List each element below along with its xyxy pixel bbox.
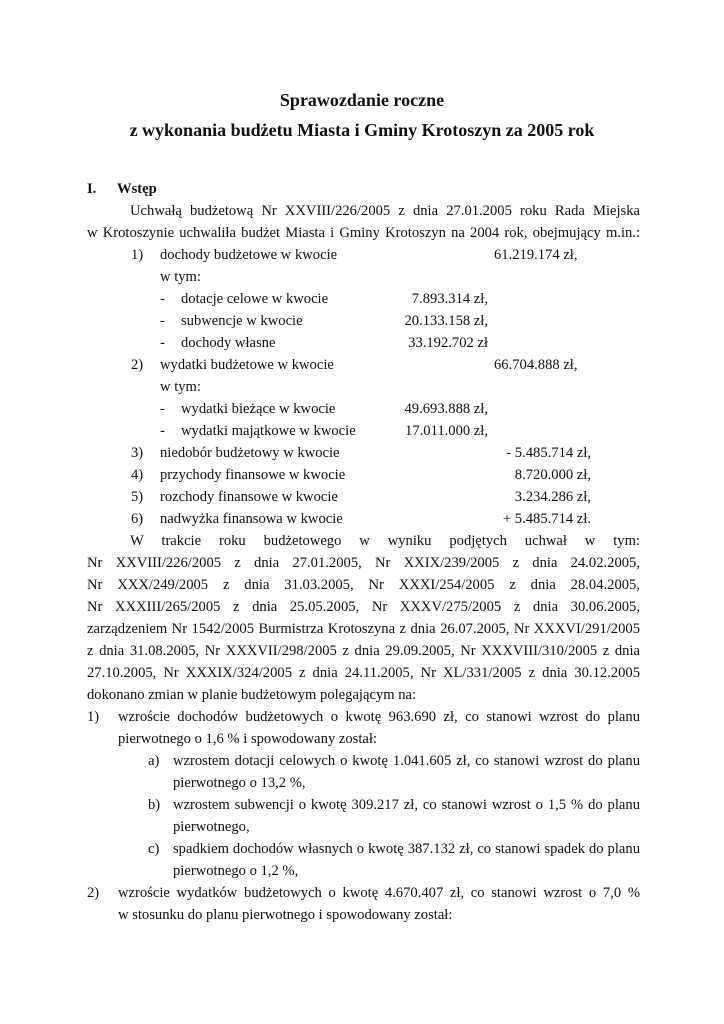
changes-paragraph-line: dokonano zmian w planie budżetowym polegającym na: xyxy=(87,687,417,703)
income-sub-value: 33.192.702 zł xyxy=(408,335,488,351)
change-sub-letter: b) xyxy=(148,797,161,813)
income-in-which: w tym: xyxy=(160,269,201,285)
budget-item-label: nadwyżka finansowa w kwocie xyxy=(160,511,343,527)
budget-item-number: 4) xyxy=(131,467,144,483)
section-number: I. xyxy=(87,181,97,197)
page-subtitle: z wykonania budżetu Miasta i Gminy Krotoszyn za 2005 rok xyxy=(129,120,595,140)
changes-paragraph-line: Nr XXX/249/2005 z dnia 31.03.2005, Nr XXXI/254/2005 z dnia 28.04.2005, xyxy=(87,577,640,593)
expenses-total: 66.704.888 zł, xyxy=(494,357,578,373)
expenses-label: wydatki budżetowe w kwocie xyxy=(160,357,334,373)
change-sub-letter: c) xyxy=(148,841,160,857)
change-sub-line: pierwotnego o 1,2 %, xyxy=(173,863,299,879)
changes-paragraph-line: Nr XXXIII/265/2005 z dnia 25.05.2005, Nr XXXV/275/2005 z dnia 30.06.2005, xyxy=(87,599,640,615)
income-sub-label: subwencje w kwocie xyxy=(181,313,303,329)
section-heading: Wstęp xyxy=(117,181,157,197)
expenses-sub-label: wydatki bieżące w kwocie xyxy=(181,401,336,417)
income-sub-label: dochody własne xyxy=(181,335,276,351)
change-sub-line: wzrostem subwencji o kwotę 309.217 zł, co stanowi wzrost o 1,5 % do planu xyxy=(173,797,640,813)
change-item-number: 2) xyxy=(87,885,100,901)
change-item-line: wzroście dochodów budżetowych o kwotę 963.690 zł, co stanowi wzrost do planu xyxy=(118,709,640,725)
income-label: dochody budżetowe w kwocie xyxy=(160,247,338,263)
change-item-line: pierwotnego o 1,6 % i spowodowany został: xyxy=(118,731,377,747)
change-sub-letter: a) xyxy=(148,753,160,769)
income-sub-label: dotacje celowe w kwocie xyxy=(181,291,329,307)
intro-line-1: Uchwałą budżetową Nr XXVIII/226/2005 z dnia 27.01.2005 roku Rada Miejska xyxy=(130,203,640,219)
budget-item-label: przychody finansowe w kwocie xyxy=(160,467,346,483)
budget-item-label: niedobór budżetowy w kwocie xyxy=(160,445,340,461)
expenses-number: 2) xyxy=(131,357,144,373)
budget-item-number: 5) xyxy=(131,489,144,505)
income-number: 1) xyxy=(131,247,144,263)
income-sub-value: 7.893.314 zł, xyxy=(411,291,488,307)
changes-paragraph-line: Nr XXVIII/226/2005 z dnia 27.01.2005, Nr XXIX/239/2005 z dnia 24.02.2005, xyxy=(87,555,640,571)
budget-item-value: - 5.485.714 zł, xyxy=(506,445,591,461)
change-sub-line: pierwotnego, xyxy=(173,819,250,835)
changes-paragraph-line: W trakcie roku budżetowego w wyniku podjętych uchwał w tym: xyxy=(130,533,640,549)
budget-item-number: 3) xyxy=(131,445,144,461)
income-sub-dash: - xyxy=(160,291,165,307)
budget-item-value: + 5.485.714 zł. xyxy=(502,511,591,527)
changes-paragraph-line: 27.10.2005, Nr XXXIX/324/2005 z dnia 24.11.2005, Nr XL/331/2005 z dnia 30.12.2005 xyxy=(87,665,640,681)
page-title: Sprawozdanie roczne xyxy=(279,90,445,110)
change-item-line: w stosunku do planu pierwotnego i spowodowany został: xyxy=(118,907,453,923)
income-total: 61.219.174 zł, xyxy=(494,247,578,263)
change-item-number: 1) xyxy=(87,709,100,725)
expenses-sub-value: 17.011.000 zł, xyxy=(405,423,488,439)
expenses-sub-dash: - xyxy=(160,423,165,439)
income-sub-dash: - xyxy=(160,335,165,351)
income-sub-dash: - xyxy=(160,313,165,329)
change-item-line: wzroście wydatków budżetowych o kwotę 4.670.407 zł, co stanowi wzrost o 7,0 % xyxy=(118,885,640,901)
expenses-sub-value: 49.693.888 zł, xyxy=(404,401,488,417)
expenses-in-which: w tym: xyxy=(160,379,201,395)
changes-paragraph-line: z dnia 31.08.2005, Nr XXXVII/298/2005 z dnia 29.09.2005, Nr XXXVIII/310/2005 z dnia xyxy=(87,643,640,659)
income-sub-value: 20.133.158 zł, xyxy=(404,313,488,329)
budget-item-number: 6) xyxy=(131,511,144,527)
expenses-sub-label: wydatki majątkowe w kwocie xyxy=(181,423,356,439)
budget-item-label: rozchody finansowe w kwocie xyxy=(160,489,338,505)
change-sub-line: pierwotnego o 13,2 %, xyxy=(173,775,306,791)
changes-paragraph-line: zarządzeniem Nr 1542/2005 Burmistrza Krotoszyna z dnia 26.07.2005, Nr XXXVI/291/2005 xyxy=(87,621,640,637)
change-sub-line: spadkiem dochodów własnych o kwotę 387.132 zł, co stanowi spadek do planu xyxy=(173,841,640,857)
budget-item-value: 8.720.000 zł, xyxy=(514,467,591,483)
budget-item-value: 3.234.286 zł, xyxy=(514,489,591,505)
intro-line-2: w Krotoszynie uchwaliła budżet Miasta i Gminy Krotoszyn na 2004 rok, obejmujący m.in.: xyxy=(87,225,640,241)
expenses-sub-dash: - xyxy=(160,401,165,417)
change-sub-line: wzrostem dotacji celowych o kwotę 1.041.605 zł, co stanowi wzrost do planu xyxy=(173,753,640,769)
